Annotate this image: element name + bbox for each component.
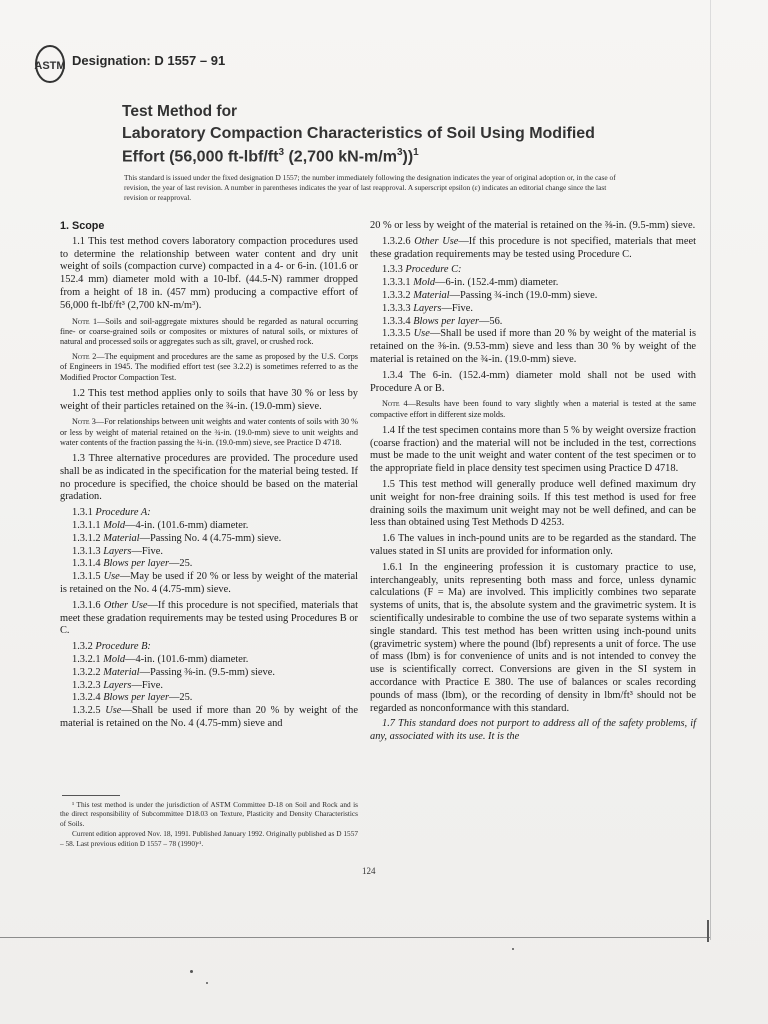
page-edge-right (710, 0, 711, 940)
title-pre: Test Method for (122, 103, 238, 120)
paragraph-1-3-2: 1.3.2 Procedure B: (72, 641, 151, 653)
paragraph-1-6-1: 1.6.1 In the engineering profession it is customary practice to use, interchangeably, units representing both mass and force, unless dynamic calculations (F = Ma) are involved. This implicitly combines two separate systems of units, that is, the absolute system and the gravimetric system. It is scientifically undesirable to combine the use of two separate systems within a single standard. This test method has been written using inch-pound units (gravimetric system) where the pound (lbf) represents a unit of force. The use of mass (lbm) is for convenience of units and is not intended to convey the use is scientifically correct. Conversions are given in the SI system in accordance with Practice E 380. The use of balances or scales recording pounds of mass (lbm), or the recording of density in lbm/ft³ should not be regarded as nonconformance with this standard. (370, 561, 696, 714)
paragraph-continued: 20 % or less by weight of the material is retained on the ⅜-in. (9.5-mm) sieve. (370, 220, 696, 231)
footnotes (60, 800, 358, 849)
paragraph-1-3-3-4: 1.3.3.4 Blows per layer—56. (382, 315, 503, 327)
paragraph-1-3-2-5: 1.3.2.5 Use—Shall be used if more than 20 % by weight of the material is retained on the No. 4 (4.75-mm) sieve and (60, 705, 358, 729)
paragraph-1-3-1: 1.3.1 Procedure A: (72, 507, 151, 519)
paragraph-1-4: 1.4 If the test specimen contains more than 5 % by weight oversize fraction (coarse fraction) and the material will not be included in the test, corrections must be made to the unit weight and water content of the test specimen or to the appropriate field in place density test specimen using Practice D 4718. (370, 424, 696, 475)
note-3: Note 3—For relationships between unit weights and water contents of soils with 30 % or less by weight of material retained on the ¾-in. (19.0-mm) sieve to unit weights and water contents of the fraction passing the ¾-in. (19.0-mm) sieve, see Practice D 4718. (60, 417, 359, 447)
scan-speck (206, 982, 208, 984)
paragraph-1-3-1-2: 1.3.1.2 Material—Passing No. 4 (4.75-mm) sieve. (72, 532, 282, 544)
paragraph-1-3-3: 1.3.3 Procedure C: (382, 264, 462, 276)
right-column (370, 220, 696, 747)
note-2: Note 2—The equipment and procedures are the same as proposed by the U.S. Corps of Engineers in 1945. The modified effort test (see 3.2.2) is sometimes referred to as the Modified Proctor Compaction Test. (60, 352, 358, 382)
paragraph-1-3-2-2: 1.3.2.2 Material—Passing ⅜-in. (9.5-mm) sieve. (72, 666, 275, 678)
paragraph-1-1: 1.1 This test method covers laboratory compaction procedures used to determine the relationship between water content and dry unit weight of soils (compaction curve) compacted in a 4- or 6-in. (101.6 or 152.4 mm) diameter mold with a 10-lbf. (44.5-N) rammer dropped from a height of 18 in. (457 mm) producing a compactive effort of 56,000 ft-lbf/ft³ (2,700 kN-m/m³). (60, 235, 358, 311)
paragraph-1-2: 1.2 This test method applies only to soils that have 30 % or less by weight of their particles retained on the ¾-in. (19.0-mm) sieve. (60, 387, 358, 412)
scan-speck (512, 948, 514, 950)
footnote-1: ¹ This test method is under the jurisdiction of ASTM Committee D-18 on Soil and Rock and is the direct responsibility of Subcommittee D18.03 on Texture, Plasticity and Density Characteristics of Soils. (60, 800, 358, 828)
section-heading-scope: 1. Scope (60, 220, 105, 232)
document-title (122, 103, 642, 166)
left-column (60, 220, 358, 734)
paragraph-1-3-2-1: 1.3.2.1 Mold—4-in. (101.6-mm) diameter. (72, 653, 249, 665)
svg-text:ASTM: ASTM (34, 60, 66, 72)
page-edge-bottom (0, 937, 710, 938)
paragraph-1-7: 1.7 This standard does not purport to address all of the safety problems, if any, associated with its use. It is the (370, 718, 696, 743)
paragraph-1-3-1-1: 1.3.1.1 Mold—4-in. (101.6-mm) diameter. (72, 519, 249, 531)
paragraph-1-3-1-4: 1.3.1.4 Blows per layer—25. (72, 558, 193, 570)
paragraph-1-6: 1.6 The values in inch-pound units are to be regarded as the standard. The values stated in SI units are provided for information only. (370, 533, 696, 557)
footnote-rule (62, 795, 120, 796)
footnote-2: Current edition approved Nov. 18, 1991. Published January 1992. Originally published as D 1557 – 58. Last previous edition D 1557 – 78 (1990)ᵋ¹. (60, 829, 358, 848)
astm-logo-icon (34, 44, 66, 84)
page-edge-mark (707, 920, 709, 942)
paragraph-1-3-3-3: 1.3.3.3 Layers—Five. (382, 302, 473, 314)
paragraph-1-3-1-5: 1.3.1.5 Use—May be used if 20 % or less by weight of the material is retained on the No. 4 (4.75-mm) sieve. (60, 571, 358, 595)
paragraph-1-3: 1.3 Three alternative procedures are provided. The procedure used shall be as indicated in the specification for the material being tested. If no procedure is specified, the choice should be based on the material gradation. (60, 453, 358, 503)
paragraph-1-3-3-2: 1.3.3.2 Material—Passing ¾-inch (19.0-mm) sieve. (382, 289, 598, 301)
scan-speck (190, 970, 193, 973)
designation: Designation: D 1557 – 91 (72, 53, 226, 68)
paragraph-1-3-3-1: 1.3.3.1 Mold—6-in. (152.4-mm) diameter. (382, 277, 559, 289)
paragraph-1-3-3-5: 1.3.3.5 Use—Shall be used if more than 20 % by weight of the material is retained on the ⅜-in. (9.53-mm) sieve and less than 30 % by weight of the material is retained on the ¾-in. (19.0-mm) sieve. (370, 328, 696, 365)
paragraph-1-3-1-6: 1.3.1.6 Other Use—If this procedure is not specified, materials that meet these gradation requirements may be tested using Procedures B or C. (60, 599, 358, 637)
paragraph-1-3-4: 1.3.4 The 6-in. (152.4-mm) diameter mold shall not be used with Procedure A or B. (370, 369, 696, 394)
page-number: 124 (362, 866, 376, 876)
issuance-statement: This standard is issued under the fixed designation D 1557; the number immediately following the designation indicates the year of original adoption or, in the case of revision, the year of last revision. A number in parentheses indicates the year of last reapproval. A superscript epsilon (ε) indicates an editorial change since the last revision or reapproval. (124, 173, 616, 202)
paragraph-1-3-2-6: 1.3.2.6 Other Use—If this procedure is not specified, materials that meet these gradation requirements may be tested using Procedure C. (370, 235, 696, 260)
paragraph-1-5: 1.5 This test method will generally produce well defined maximum dry unit weight for non-free draining soils. If this test method is used for free draining soils the maximum unit weight may not be well defined, and can be less than obtained using Test Methods D 4253. (370, 478, 696, 529)
paragraph-1-3-2-3: 1.3.2.3 Layers—Five. (72, 679, 163, 691)
note-4: Note 4—Results have been found to vary slightly when a material is tested at the same compactive effort in different size molds. (370, 399, 696, 419)
paragraph-1-3-1-3: 1.3.1.3 Layers—Five. (72, 545, 163, 557)
note-1: Note 1—Soils and soil-aggregate mixtures should be regarded as natural occurring fine- or coarse-grained soils or composites or mixtures of natural soils, or mixtures of natural and processed soils or aggregates such as silt, gravel, or crushed rock. (60, 316, 359, 346)
title-line-2: Effort (56,000 $ft-lbf/ft^3$ (2,700 $kN-m/m^3))^1$ (122, 147, 419, 166)
title-line-1: Laboratory Compaction Characteristics of Soil Using Modified (122, 125, 595, 142)
paragraph-1-3-2-4: 1.3.2.4 Blows per layer—25. (72, 692, 193, 704)
